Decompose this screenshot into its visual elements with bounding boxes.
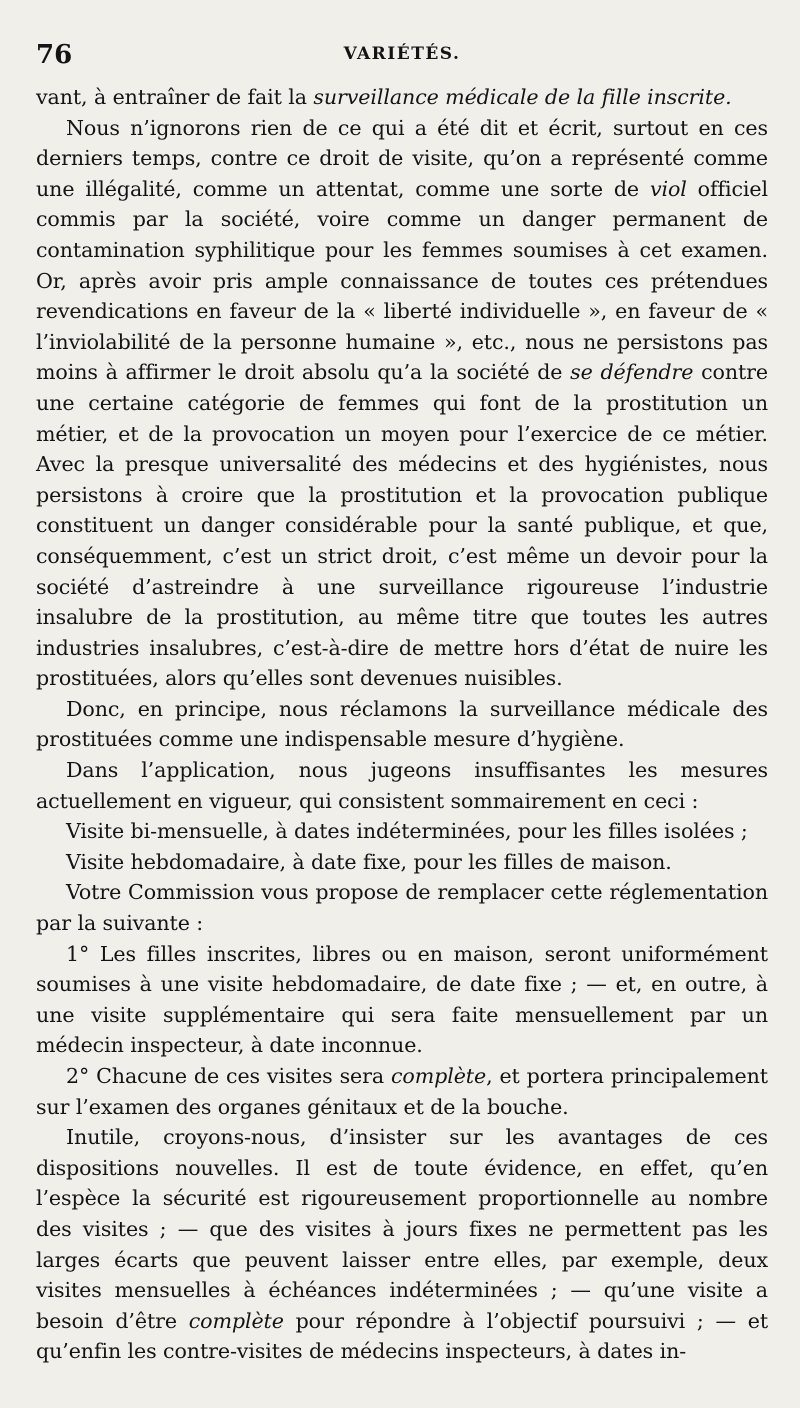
text-segment: Visite hebdomadaire, à date fixe, pour les filles de maison. xyxy=(66,849,672,874)
italic-text: viol xyxy=(649,176,687,201)
paragraph xyxy=(36,82,768,113)
paragraph xyxy=(36,816,768,847)
text-segment: 2° Chacune de ces visites sera xyxy=(66,1064,391,1088)
text-segment: contre une certaine catégorie de femmes qui font de la prostitution un métier, et de la provocation un moyen pour l’exercice de ce métier. Avec la presque universalité des médecins et des hygiénistes, nous persistons à croire que la prostitution et la provocation publique constituent un danger considérable pour la santé publique, et que, conséquemment, c’est un strict droit, c’est même un devoir pour la société d’astreindre à une surveillance rigoureuse l’industrie insalubre de la prostitution, au même titre que toutes les autres industries insalubres, c’est-à-dire de mettre hors d’état de nuire les prostituées, alors qu’elles sont devenues nuisibles. xyxy=(36,360,769,691)
text-segment: vant, à entraîner de fait la xyxy=(36,85,314,109)
text-segment: 1° Les filles inscrites, libres ou en maison, seront uniformément soumises à une visite hebdomadaire, de date fixe ; — et, en outre, à une visite supplémentaire qui sera faite mensuellement par un médecin inspecteur, à date inconnue. xyxy=(36,941,768,1058)
paragraph xyxy=(36,1061,768,1122)
paragraph xyxy=(36,694,768,755)
text-segment: Votre Commission vous propose de remplacer cette réglementation par la suivante : xyxy=(36,880,768,936)
text-segment: Donc, en principe, nous réclamons la surveillance médicale des prostituées comme une indispensable mesure d’hygiène. xyxy=(36,696,768,752)
text-segment: officiel commis par la société, voire comme un danger permanent de contamination syphilitique pour les femmes soumises à cet examen. Or, après avoir pris ample connaissance de toutes ces prétendues revendications en faveur de la « liberté individuelle », en faveur de « l’inviolabilité de la personne humaine », etc., nous ne persistons pas moins à affirmer le droit absolu qu’a la société de xyxy=(36,176,768,385)
italic-text: complète xyxy=(390,1064,487,1088)
running-head xyxy=(36,36,768,82)
italic-text: complète xyxy=(188,1308,284,1333)
text-segment: Nous n’ignorons rien de ce qui a été dit et écrit, surtout en ces derniers temps, contre ce droit de visite, qu’on a représenté comme une illégalité, comme un attentat, comme une sorte de xyxy=(36,115,768,201)
page-number: 76 xyxy=(36,40,73,70)
paragraph xyxy=(36,877,768,938)
text-segment: Visite bi-mensuelle, à dates indéterminées, pour les filles isolées ; xyxy=(66,819,748,844)
running-title: VARIÉTÉS. xyxy=(343,44,461,64)
paragraph xyxy=(36,847,768,878)
paragraph xyxy=(36,755,768,816)
paragraph xyxy=(36,1122,768,1367)
body-text xyxy=(36,82,768,1367)
text-segment: Inutile, croyons-nous, d’insister sur les avantages de ces dispositions nouvelles. Il est de toute évidence, en effet, qu’en l’espèce la sécurité est rigoureusement proportionnelle au nombre des visites ; — que des visites à jours fixes ne permettent pas les larges écarts que peuvent laisser entre elles, par exemple, deux visites mensuelles à échéances indéterminées ; — qu’une visite a besoin d’être xyxy=(36,1125,768,1333)
text-segment: pour répondre à l’objectif poursuivi ; — et qu’enfin les contre-visites de médecins inspecteurs, à dates in- xyxy=(36,1308,768,1364)
paragraph xyxy=(36,939,768,1061)
paragraph xyxy=(36,113,768,694)
italic-text: surveillance médicale de la fille inscrite. xyxy=(313,85,732,109)
italic-text: se défendre xyxy=(570,360,694,385)
text-segment: Dans l’application, nous jugeons insuffisantes les mesures actuellement en vigueur, qui consistent sommairement en ceci : xyxy=(36,758,768,813)
text-segment: , et portera principalement sur l’examen des organes génitaux et de la bouche. xyxy=(36,1064,768,1119)
